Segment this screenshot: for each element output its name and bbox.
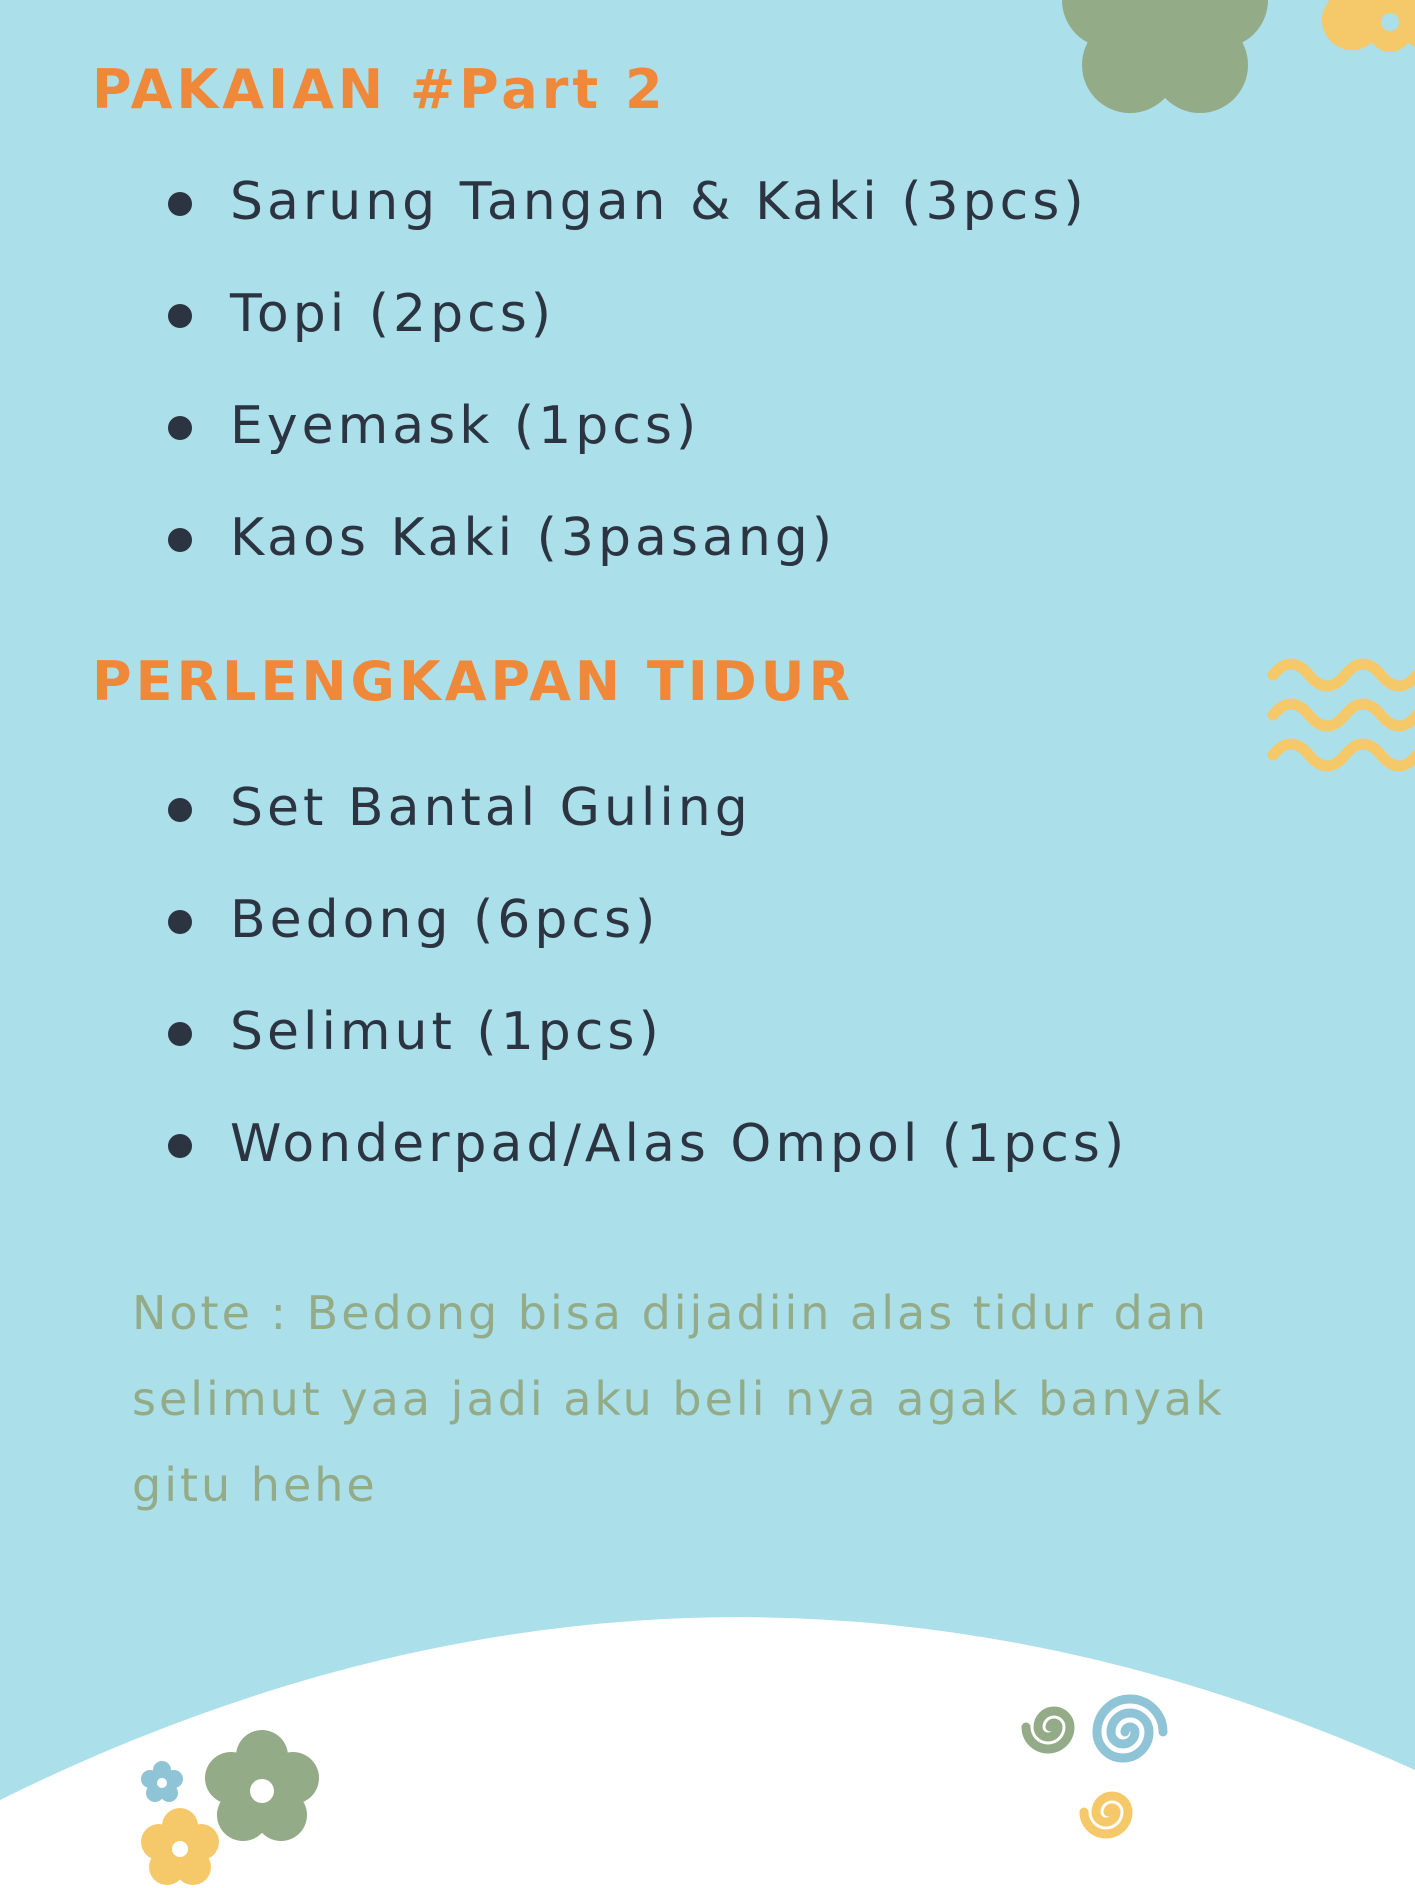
bottom-arc-decoration [0,1580,1415,1888]
bullet-icon [168,528,192,552]
bullet-icon [168,416,192,440]
top-flower-decoration [1000,0,1415,120]
list-item-text: Topi (2pcs) [230,284,556,344]
list-item-text: Sarung Tangan & Kaki (3pcs) [230,172,1088,232]
list-item-text: Eyemask (1pcs) [230,396,701,456]
wave-icon [1265,650,1415,790]
bullet-icon [168,1134,192,1158]
note-text: Note : Bedong bisa dijadiin alas tidur dan selimut yaa jadi aku beli nya agak banyak gitu hehe [132,1286,1225,1512]
list-item-text: Bedong (6pcs) [230,890,660,950]
section-title-perlengkapan-tidur: PERLENGKAPAN TIDUR [92,650,855,713]
list-item-text: Kaos Kaki (3pasang) [230,508,837,568]
bullet-icon [168,910,192,934]
list-item-text: Wonderpad/Alas Ompol (1pcs) [230,1114,1129,1174]
list-item-text: Selimut (1pcs) [230,1002,663,1062]
green-flower-icon [1062,0,1268,113]
bullet-icon [168,798,192,822]
bullet-icon [168,1022,192,1046]
bullet-icon [168,304,192,328]
section-title-pakaian: PAKAIAN #Part 2 [92,58,667,121]
yellow-flower-icon [1322,0,1415,52]
list-item-text: Set Bantal Guling [230,778,752,838]
bullet-icon [168,192,192,216]
